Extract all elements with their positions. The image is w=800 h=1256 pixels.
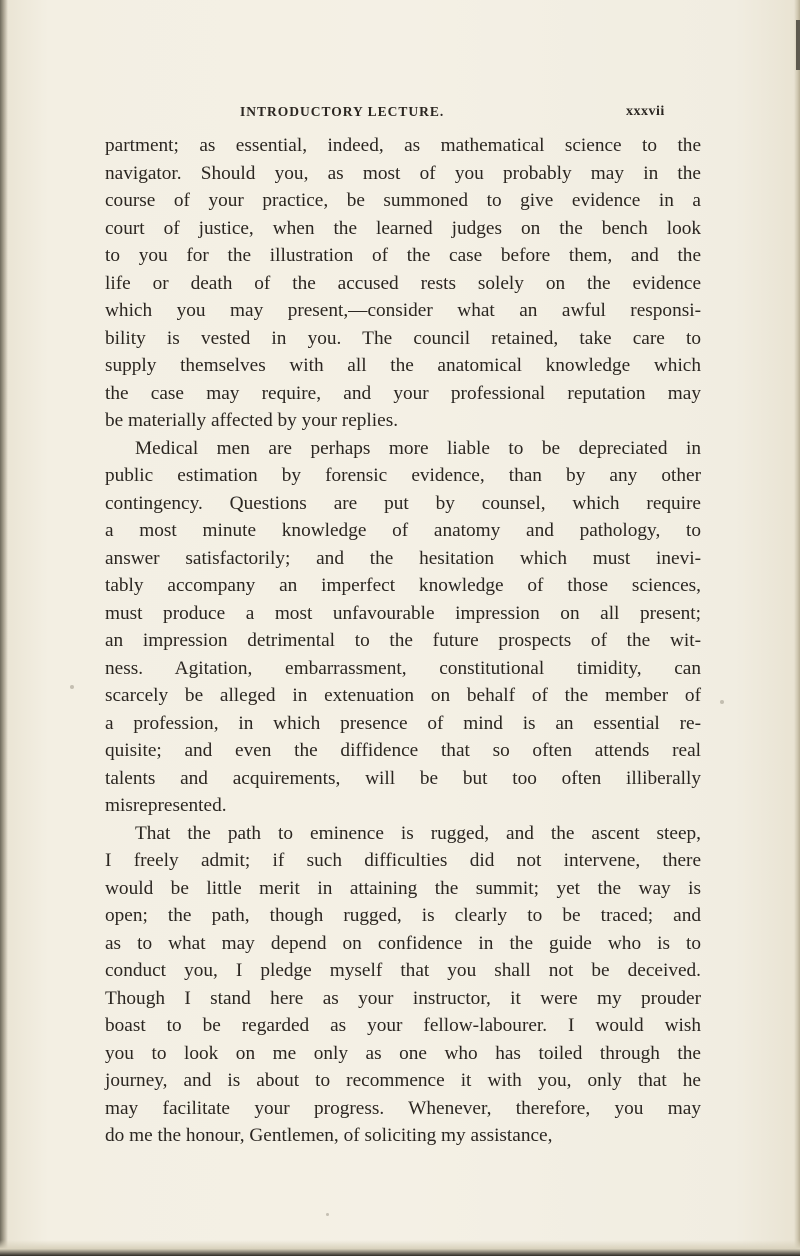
text-line: you to look on me only as one who has toiled through the xyxy=(105,1042,701,1064)
text-line: a profession, in which presence of mind is an essential re- xyxy=(105,712,701,734)
text-line: navigator. Should you, as most of you probably may in the xyxy=(105,162,701,184)
text-line: ness. Agitation, embarrassment, constitutional timidity, can xyxy=(105,657,701,679)
text-line: journey, and is about to recommence it with you, only that he xyxy=(105,1070,701,1091)
text-line: public estimation by forensic evidence, than by any other xyxy=(105,465,701,486)
text-line: Though I stand here as your instructor, it were my prouder xyxy=(105,987,701,1009)
text-line: tably accompany an imperfect knowledge of those sciences, xyxy=(105,575,701,596)
text-line: partment; as essential, indeed, as mathematical science to the xyxy=(105,135,701,156)
text-line: answer satisfactorily; and the hesitation which must inevi- xyxy=(105,547,701,569)
text-line: which you may present,—consider what an awful responsi- xyxy=(105,300,701,321)
body-text xyxy=(105,132,701,1150)
text-line: must produce a most unfavourable impression on all present; xyxy=(105,602,701,624)
page-gutter-shadow xyxy=(0,0,8,1256)
page-edge-mark xyxy=(796,20,800,70)
text-line: do me the honour, Gentlemen, of soliciting my assistance, xyxy=(105,1125,553,1146)
text-line: bility is vested in you. The council retained, take care to xyxy=(105,327,701,349)
paragraph xyxy=(105,820,701,1150)
text-line: would be little merit in attaining the summit; yet the way is xyxy=(105,877,701,899)
text-line: supply themselves with all the anatomical knowledge which xyxy=(105,355,701,376)
text-line: Medical men are perhaps more liable to be depreciated in xyxy=(135,437,701,459)
text-line: conduct you, I pledge myself that you shall not be deceived. xyxy=(105,960,701,981)
text-line: That the path to eminence is rugged, and the ascent steep, xyxy=(135,822,701,844)
text-line: misrepresented. xyxy=(105,795,227,816)
text-line: a most minute knowledge of anatomy and pathology, to xyxy=(105,520,701,541)
text-line: life or death of the accused rests solely on the evidence xyxy=(105,272,701,294)
paragraph xyxy=(105,132,701,435)
text-line: course of your practice, be summoned to give evidence in a xyxy=(105,190,701,211)
running-head xyxy=(0,104,800,126)
text-line: talents and acquirements, will be but too often illiberally xyxy=(105,767,701,789)
text-line: the case may require, and your professional reputation may xyxy=(105,382,701,404)
text-line: open; the path, though rugged, is clearly to be traced; and xyxy=(105,905,701,926)
text-line: may facilitate your progress. Whenever, therefore, you may xyxy=(105,1097,701,1119)
text-line: boast to be regarded as your fellow-labourer. I would wish xyxy=(105,1015,701,1036)
page-speck xyxy=(720,700,724,704)
page-speck xyxy=(326,1213,329,1216)
text-line: as to what may depend on confidence in the guide who is to xyxy=(105,932,701,954)
text-line: an impression detrimental to the future prospects of the wit- xyxy=(105,630,701,651)
paragraph xyxy=(105,435,701,820)
text-line: contingency. Questions are put by counsel, which require xyxy=(105,492,701,514)
page-number: xxxvii xyxy=(626,104,665,119)
text-line: to you for the illustration of the case before them, and the xyxy=(105,245,701,266)
text-line: scarcely be alleged in extenuation on behalf of the member of xyxy=(105,685,701,706)
text-line: I freely admit; if such difficulties did not intervene, there xyxy=(105,850,701,871)
page-speck xyxy=(70,685,74,689)
page-right-edge xyxy=(794,0,800,1256)
text-line: be materially affected by your replies. xyxy=(105,410,399,431)
text-line: court of justice, when the learned judges on the bench look xyxy=(105,217,701,239)
page-bottom-edge xyxy=(0,1240,800,1256)
running-title: INTRODUCTORY LECTURE. xyxy=(240,104,445,119)
text-line: quisite; and even the diffidence that so often attends real xyxy=(105,740,701,761)
